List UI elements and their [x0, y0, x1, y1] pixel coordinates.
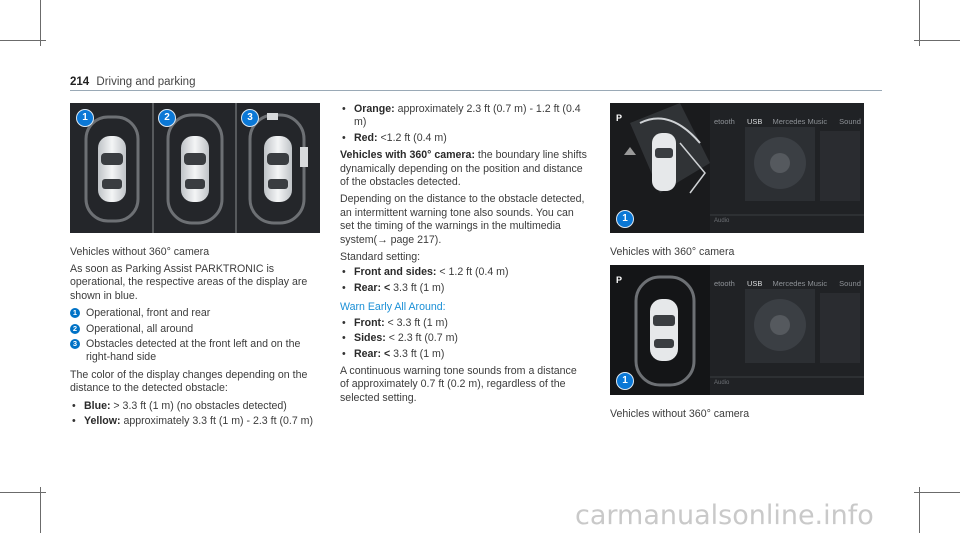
crop-mark	[914, 492, 960, 493]
number-badge: 2	[70, 324, 80, 334]
crop-mark	[919, 487, 920, 533]
media-tabs	[714, 117, 861, 126]
list-item	[70, 307, 326, 320]
parktronic-illustration	[70, 103, 320, 233]
page-number: 214	[70, 76, 90, 88]
watermark: carmanualsonline.info	[575, 500, 874, 531]
bullet-label: Red:	[354, 131, 378, 144]
bullet-item	[340, 332, 588, 345]
color-intro: The color of the display changes depending on the distance to the detected obstacle:	[70, 368, 308, 395]
callout-badge-1: 1	[616, 372, 634, 390]
bullet-label: Rear: <	[354, 347, 391, 360]
callout-badge-1: 1	[76, 109, 94, 127]
callout-badge-1: 1	[616, 210, 634, 228]
tab-sound[interactable]: Sound	[839, 117, 861, 126]
bullet-item	[70, 400, 326, 413]
bullet-text: approximately 2.3 ft (0.7 m) - 1.2 ft (0.4 m)	[354, 103, 581, 129]
crop-mark	[914, 40, 960, 41]
column-1-text	[70, 263, 326, 430]
display-screenshot-with-camera	[610, 103, 864, 233]
bullet-item	[340, 132, 588, 145]
audio-label: Audio	[714, 380, 730, 386]
bullet-text: < 2.3 ft (0.7 m)	[385, 332, 458, 345]
bullet-text: > 3.3 ft (1 m) (no obstacles detected)	[110, 399, 287, 412]
list-item	[70, 323, 326, 336]
bullet-text: 3.3 ft (1 m)	[390, 281, 445, 294]
bullet-label: Sides:	[354, 332, 386, 345]
intro-paragraph: As soon as Parking Assist PARKTRONIC is operational, the respective areas of the display are shown in blue.	[70, 263, 308, 302]
bullet-text: < 1.2 ft (0.4 m)	[436, 266, 509, 279]
bullet-label: Front and sides:	[354, 266, 437, 279]
tab-mercedes-music[interactable]: Mercedes Music	[772, 117, 828, 126]
bullet-item	[340, 103, 588, 130]
standard-setting: Standard setting:	[340, 251, 421, 264]
continuous-tone-paragraph: A continuous warning tone sounds from a distance of approximately 0.7 ft (0.2 m), regardless of the selected setting.	[340, 364, 577, 404]
bullet-item	[70, 415, 326, 428]
parktronic-figure	[70, 103, 320, 233]
tab-usb[interactable]: USB	[746, 117, 763, 126]
bullet-label: Front:	[354, 316, 385, 329]
list-item-text: Operational, front and rear	[86, 307, 211, 320]
media-tabs	[714, 279, 861, 288]
bullet-item	[340, 348, 588, 361]
camera-paragraph	[340, 149, 588, 189]
tab-bluetooth[interactable]: etooth	[714, 117, 735, 126]
list-item-text: Obstacles detected at the front left and on the right-hand side	[86, 338, 301, 364]
warn-early-heading: Warn Early All Around:	[340, 301, 446, 314]
mode-label: P	[616, 275, 623, 285]
header-rule	[70, 90, 882, 91]
number-badge: 3	[70, 339, 80, 349]
tab-bluetooth[interactable]: etooth	[714, 279, 735, 288]
bullet-item	[340, 266, 588, 279]
figure-caption: Vehicles without 360° camera	[70, 246, 210, 258]
bullet-item	[340, 317, 588, 330]
bullet-text: 3.3 ft (1 m)	[390, 347, 445, 360]
mode-label: P	[616, 113, 623, 123]
camera-label: Vehicles with 360° camera:	[340, 149, 475, 162]
crop-mark	[0, 492, 46, 493]
bullet-item	[340, 282, 588, 295]
number-badge: 1	[70, 308, 80, 318]
bullet-label: Orange:	[354, 103, 395, 115]
bullet-label: Yellow:	[84, 415, 121, 428]
bullet-label: Rear: <	[354, 281, 391, 294]
tab-mercedes-music[interactable]: Mercedes Music	[772, 279, 828, 288]
camera-text: the boundary line shifts dynamically depending on the position and distance of the obstacles detected.	[340, 149, 587, 189]
figure-caption: Vehicles without 360° camera	[610, 408, 750, 420]
car-icon	[98, 136, 126, 202]
callout-badge-3: 3	[241, 109, 259, 127]
audio-label: Audio	[714, 218, 730, 224]
bullet-label: Blue:	[84, 399, 111, 412]
tab-sound[interactable]: Sound	[839, 279, 861, 288]
section-title: Driving and parking	[96, 76, 196, 88]
figure-caption: Vehicles with 360° camera	[610, 246, 735, 258]
crop-mark	[0, 40, 46, 41]
crop-mark	[40, 487, 41, 533]
bullet-text: < 3.3 ft (1 m)	[384, 316, 448, 329]
list-item-text: Operational, all around	[86, 322, 194, 335]
display-screenshot-without-camera	[610, 265, 864, 395]
column-2-text	[340, 103, 588, 409]
warning-paragraph: Depending on the distance to the obstacle detected, an intermittent warning tone also sounds. You can set the timing of the warnings in the multimedia system(→ page 217).	[340, 193, 585, 246]
tab-usb[interactable]: USB	[746, 279, 763, 288]
callout-badge-2: 2	[158, 109, 176, 127]
list-item	[70, 338, 326, 365]
bullet-text: approximately 3.3 ft (1 m) - 2.3 ft (0.7 m)	[120, 415, 314, 428]
bullet-text: <1.2 ft (0.4 m)	[377, 131, 447, 144]
page-header	[70, 76, 195, 88]
